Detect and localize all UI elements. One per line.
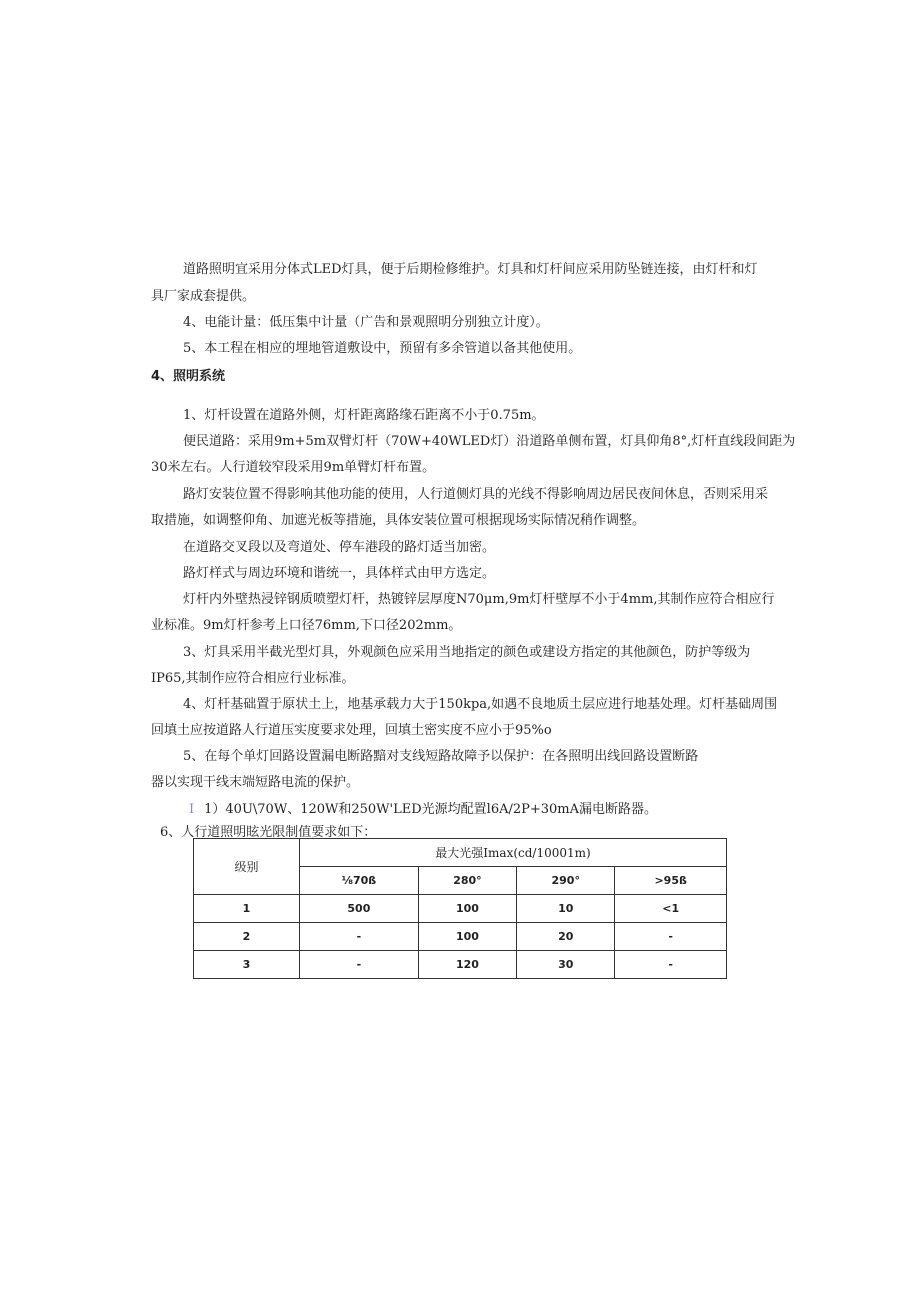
table-header-level: 级别	[194, 839, 300, 895]
section-heading-lighting-system: 4、照明系统	[151, 369, 226, 384]
table-header-row	[194, 839, 727, 867]
led-breaker-config-text: 1）40U\70W、120W和250W'LED光源均配置l6A/2P+30mA漏电断路器。	[204, 802, 658, 817]
table-cell: -	[615, 951, 727, 979]
table-column-header: >95ß	[615, 867, 727, 895]
paragraph-energy-metering: 4、电能计量：低压集中计量（广告和景观照明分别独立计度）。	[183, 315, 549, 330]
paragraph-breaker-1: 5、在每个单灯回路设置漏电断路黯对支线短路故障予以保护：在各照明出线回路设置断路	[183, 749, 699, 764]
table-cell: 500	[300, 895, 419, 923]
table-cell: 10	[517, 895, 615, 923]
table-row	[194, 923, 727, 951]
table-cell: 3	[194, 951, 300, 979]
paragraph-lamp-style: 路灯样式与周边环境和谐统一，具体样式由甲方选定。	[183, 566, 496, 581]
glare-limit-table	[193, 838, 727, 979]
table-cell: -	[300, 951, 419, 979]
table-cell: 30	[517, 951, 615, 979]
table-row	[194, 951, 727, 979]
list-marker: I	[189, 802, 195, 817]
paragraph-glare-limit-intro: 6、人行道照明眩光限制值要求如下：	[160, 825, 377, 840]
paragraph-spare-conduit: 5、本工程在相应的埋地管道敷设中，预留有多余管道以备其他使用。	[183, 341, 582, 356]
paragraph-pole-position: 1、灯杆设置在道路外侧，灯杆距离路缘石距离不小于0.75m。	[183, 408, 545, 423]
table-cell: -	[300, 923, 419, 951]
paragraph-fixture-type-1: 3、灯具采用半截光型灯具，外观颜色应采用当地指定的颜色或建设方指定的其他颜色，防护等级为	[183, 645, 751, 660]
paragraph-convenience-road-2: 30米左右。人行道较窄段采用9m单臂灯杆布置。	[151, 460, 436, 475]
table-cell: 1	[194, 895, 300, 923]
table-column-header: 280°	[418, 867, 516, 895]
paragraph-pole-coating-2: 业标准。9m灯杆参考上口径76mm,下口径202mm。	[151, 618, 462, 633]
table-header-max-intensity: 最大光强Imax(cd/10001m)	[300, 839, 727, 867]
table-cell: 2	[194, 923, 300, 951]
paragraph-led-fixture-2: 具厂家成套提供。	[151, 289, 256, 304]
paragraph-convenience-road-1: 便民道路：采用9m+5m双臂灯杆（70W+40WLED灯）沿道路单侧布置，灯具仰角8°,灯杆直线段间距为	[183, 434, 796, 449]
table-column-header: ⅛70ß	[300, 867, 419, 895]
paragraph-led-fixture-1: 道路照明宜采用分体式LED灯具，便于后期检修维护。灯具和灯杆间应采用防坠链连接，由灯杆和灯	[183, 262, 758, 277]
paragraph-fixture-type-2: IP65,其制作应符合相应行业标准。	[151, 671, 355, 686]
table-cell: 100	[418, 895, 516, 923]
paragraph-install-position-1: 路灯安装位置不得影响其他功能的使用，人行道侧灯具的光线不得影响周边居民夜间休息，否则采用采	[183, 487, 769, 502]
table-cell: <1	[615, 895, 727, 923]
table-row	[194, 895, 727, 923]
paragraph-install-position-2: 取措施，如调整仰角、加遮光板等措施，具体安装位置可根据现场实际情况稍作调整。	[151, 513, 646, 528]
table-cell: 20	[517, 923, 615, 951]
table-cell: 120	[418, 951, 516, 979]
paragraph-foundation-1: 4、灯杆基础置于原状土上，地基承载力大于150kpa,如遇不良地质土层应进行地基处理。灯杆基础周围	[183, 697, 778, 712]
paragraph-intersection-density: 在道路交叉段以及弯道处、停车港段的路灯适当加密。	[183, 540, 496, 555]
paragraph-breaker-2: 器以实现干线末端短路电流的保护。	[151, 775, 360, 790]
table-cell: -	[615, 923, 727, 951]
paragraph-foundation-2: 回填土应按道路人行道压实度要求处理，回填土密实度不应小于95%o	[151, 723, 552, 738]
table-column-header: 290°	[517, 867, 615, 895]
paragraph-pole-coating-1: 灯杆内外壁热浸锌钢质喷塑灯杆，热镀锌层厚度N70μm,9m灯杆壁厚不小于4mm,其制作应符合相应行	[183, 592, 775, 607]
table-cell: 100	[418, 923, 516, 951]
